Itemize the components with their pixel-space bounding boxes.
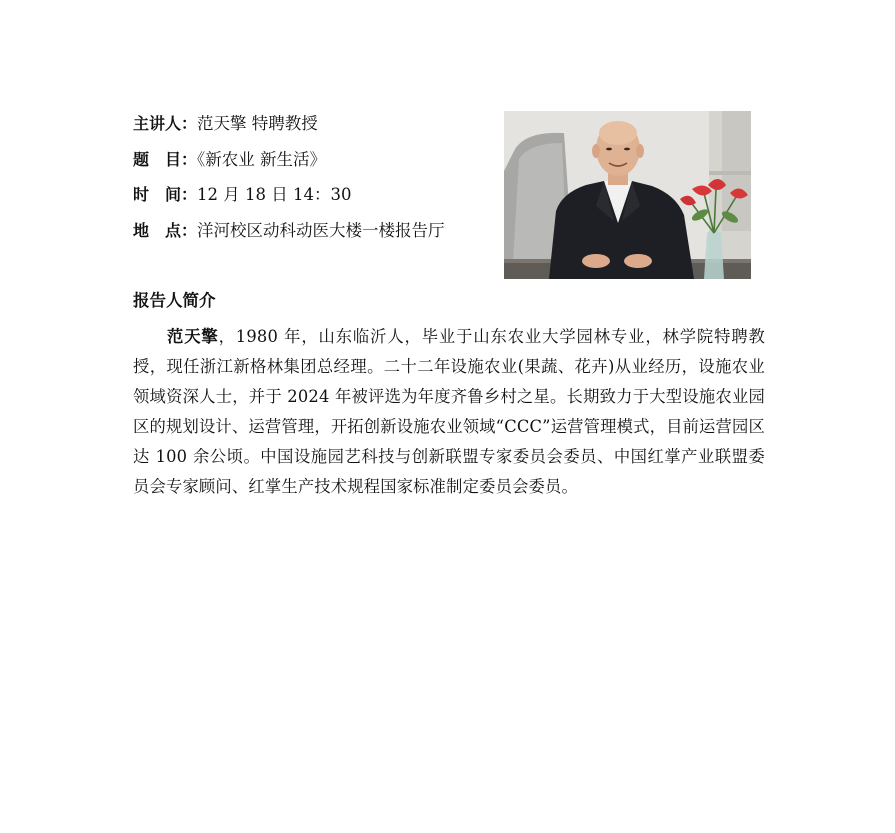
bio-paragraph — [133, 322, 765, 502]
speaker-row — [133, 113, 318, 135]
speaker-label: 主讲人： — [133, 114, 198, 133]
place-row — [133, 220, 445, 242]
place-label: 地 点： — [133, 221, 198, 240]
bio-name: 范天擎 — [167, 327, 219, 346]
speaker-value: 范天擎 特聘教授 — [197, 114, 318, 133]
time-label: 时 间： — [133, 185, 198, 204]
place-value: 洋河校区动科动医大楼一楼报告厅 — [197, 221, 445, 240]
time-row — [133, 184, 351, 206]
bio-section-title: 报告人简介 — [133, 291, 216, 310]
topic-label: 题 目： — [133, 150, 198, 169]
speaker-photo — [504, 111, 751, 279]
speaker-portrait-image — [504, 111, 751, 279]
topic-row — [133, 149, 326, 171]
time-value: 12 月 18 日 14：30 — [197, 185, 352, 204]
topic-value: 《新农业 新生活》 — [197, 150, 327, 169]
bio-text: ，1980 年，山东临沂人，毕业于山东农业大学园林专业，林学院特聘教授，现任浙江新格林集团总经理。二十二年设施农业(果蔬、花卉)从业经历，设施农业领域资深人士，并于 2024 年被评选为年度齐鲁乡村之星。长期致力于大型设施农业园区的规划设计、运营管理，开拓创新设施农业领域“CCC”运营管理模式，目前运营园区达 100 余公顷。中国设施园艺科技与创新联盟专家委员会委员、中国红掌产业联盟委员会专家顾问、红掌生产技术规程国家标准制定委员会委员。 — [133, 327, 765, 496]
